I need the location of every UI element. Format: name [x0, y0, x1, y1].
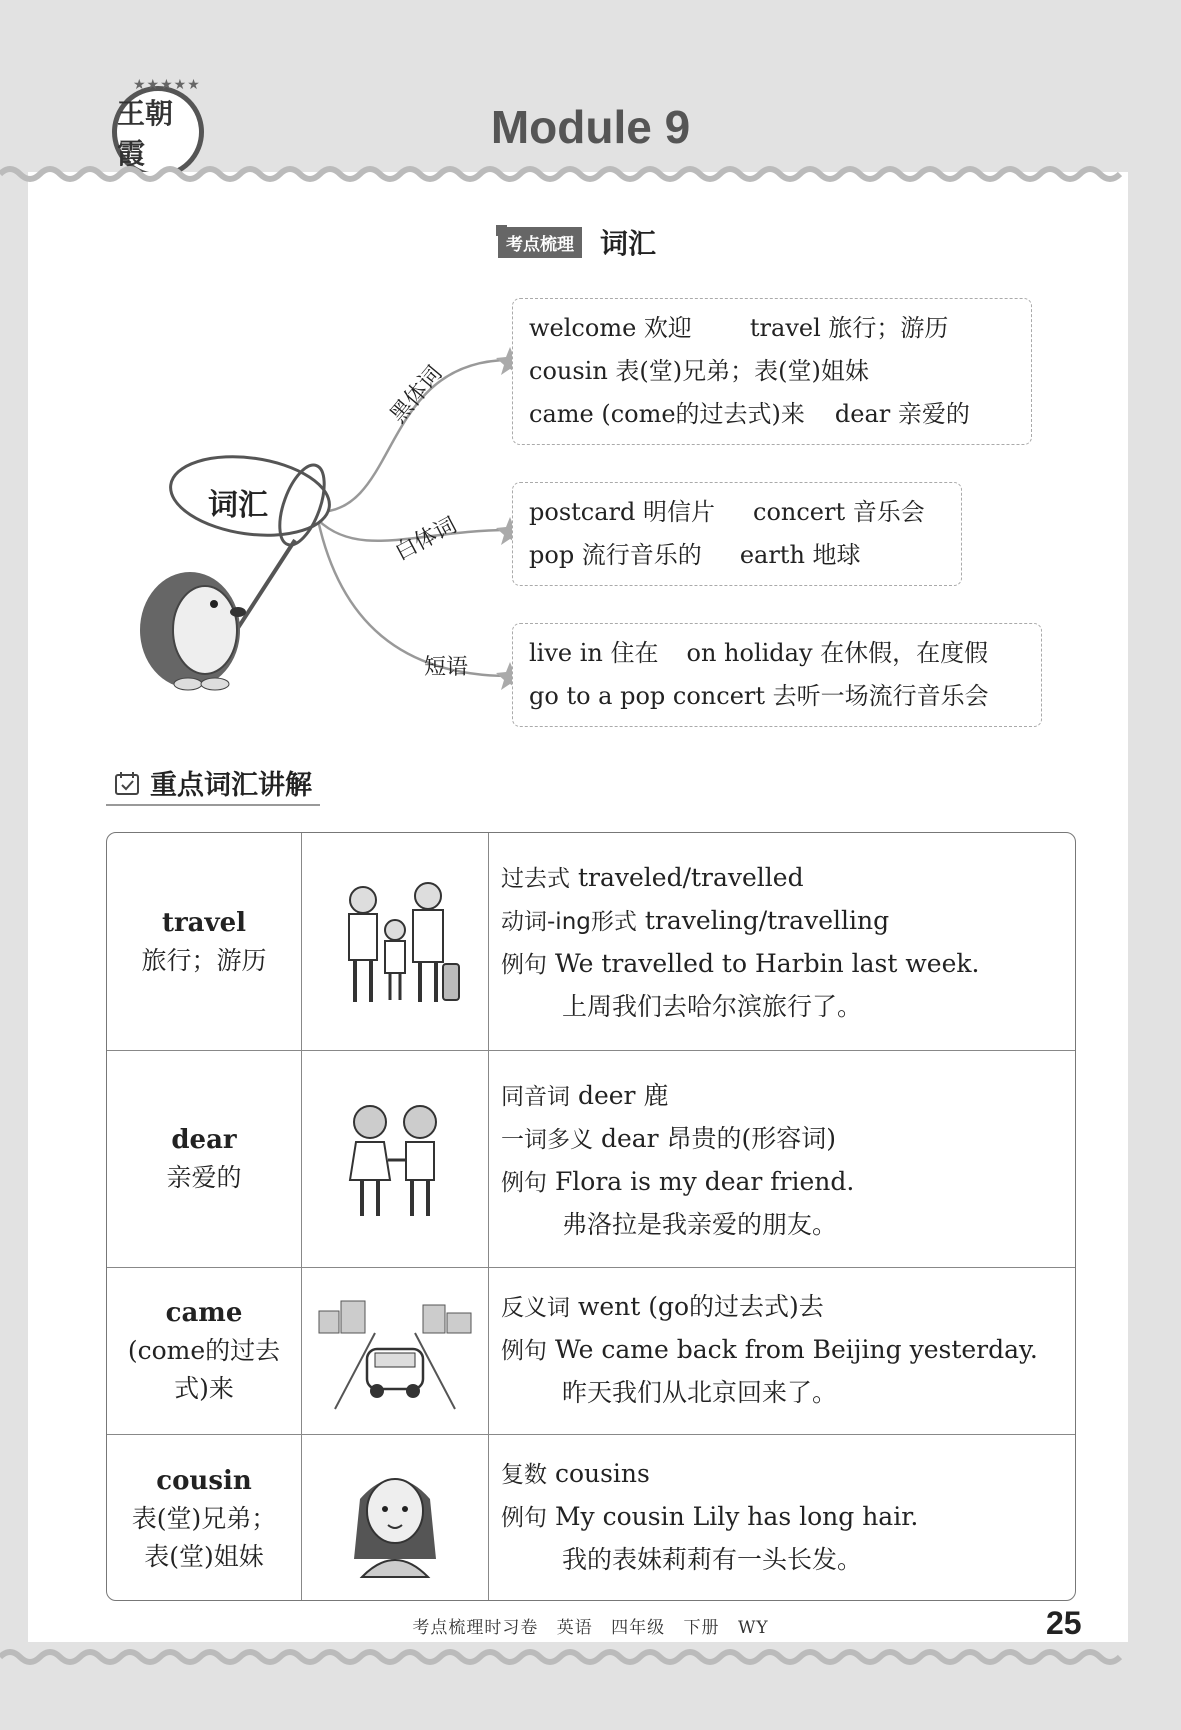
key-vocab-title: 重点词汇讲解: [150, 770, 312, 801]
key-vocab-heading: [106, 763, 320, 806]
word-cousin: cousin: [156, 1465, 252, 1496]
word-cell: [107, 833, 302, 1050]
hedgehog-icon: [140, 572, 246, 690]
word-meaning: 表(堂)兄弟；表(堂)姐妹: [131, 1503, 277, 1571]
table-row: [107, 1050, 1075, 1267]
table-row: [107, 1434, 1075, 1601]
table-row: [107, 833, 1075, 1050]
branch-label-phrases: 短语: [424, 655, 469, 680]
explanation-cell: 过去式 traveled/travelled 动词-ing形式 traveling/travelling 例句 We travelled to Harbin last week. 上周我们去哈尔滨旅行了。: [501, 863, 980, 1021]
car-road-icon: [315, 1291, 475, 1411]
explanation-cell: 反义词 went (go的过去式)去 例句 We came back from Beijing yesterday. 昨天我们从北京回来了。: [501, 1292, 1038, 1407]
vocab-box-plain: postcard 明信片 concert 音乐会 pop 流行音乐的 earth 地球: [512, 482, 962, 586]
word-meaning: (come的过去式)来: [127, 1336, 281, 1403]
word-came: came: [165, 1298, 243, 1328]
table-row: [107, 1267, 1075, 1434]
explanation-cell: 复数 cousins 例句 My cousin Lily has long hair. 我的表妹莉莉有一头长发。: [501, 1459, 919, 1574]
logo-stars-icon: ★★★★★: [133, 77, 201, 93]
word-cell: [107, 1051, 302, 1267]
section-title: 词汇: [600, 227, 657, 260]
picture-cell: [302, 1435, 489, 1601]
word-meaning: 亲爱的: [166, 1163, 242, 1192]
wavy-border-bottom: [0, 1645, 1181, 1669]
word-dear: dear: [171, 1125, 237, 1155]
girl-portrait-icon: [340, 1459, 450, 1579]
family-travel-icon: [325, 872, 465, 1012]
page-footer: 考点梳理时习卷 英语 四年级 下册 WY: [412, 1618, 769, 1638]
branch-label-bold: 黑体词: [385, 361, 448, 429]
explanation-cell: 同音词 deer 鹿 一词多义 dear 昂贵的(形容词) 例句 Flora is my dear friend. 弗洛拉是我亲爱的朋友。: [501, 1081, 855, 1239]
vocab-box-bold: welcome 欢迎 travel 旅行；游历 cousin 表(堂)兄弟；表(堂)姐妹 came (come的过去式)来 dear 亲爱的: [512, 298, 1032, 445]
mindmap-center: 词汇: [208, 488, 268, 523]
vocab-box-phrases: live in 住在 on holiday 在休假，在度假 go to a pop concert 去听一场流行音乐会: [512, 623, 1042, 727]
picture-cell: [302, 1051, 489, 1267]
word-travel: travel: [161, 907, 247, 938]
picture-cell: [302, 833, 489, 1050]
picture-cell: [302, 1268, 489, 1434]
two-friends-icon: [330, 1094, 460, 1224]
vocab-table: [106, 832, 1076, 1601]
branch-label-plain: 白体词: [390, 512, 461, 566]
module-title: Module 9: [490, 101, 691, 153]
page-number: 25: [1046, 1605, 1082, 1641]
word-meaning: 旅行；游历: [141, 945, 267, 975]
word-cell: [107, 1268, 302, 1434]
logo-text: 王朝霞: [117, 97, 174, 170]
word-cell: [107, 1435, 302, 1601]
section-tag: 考点梳理: [498, 227, 582, 258]
calendar-check-icon: [114, 770, 140, 796]
